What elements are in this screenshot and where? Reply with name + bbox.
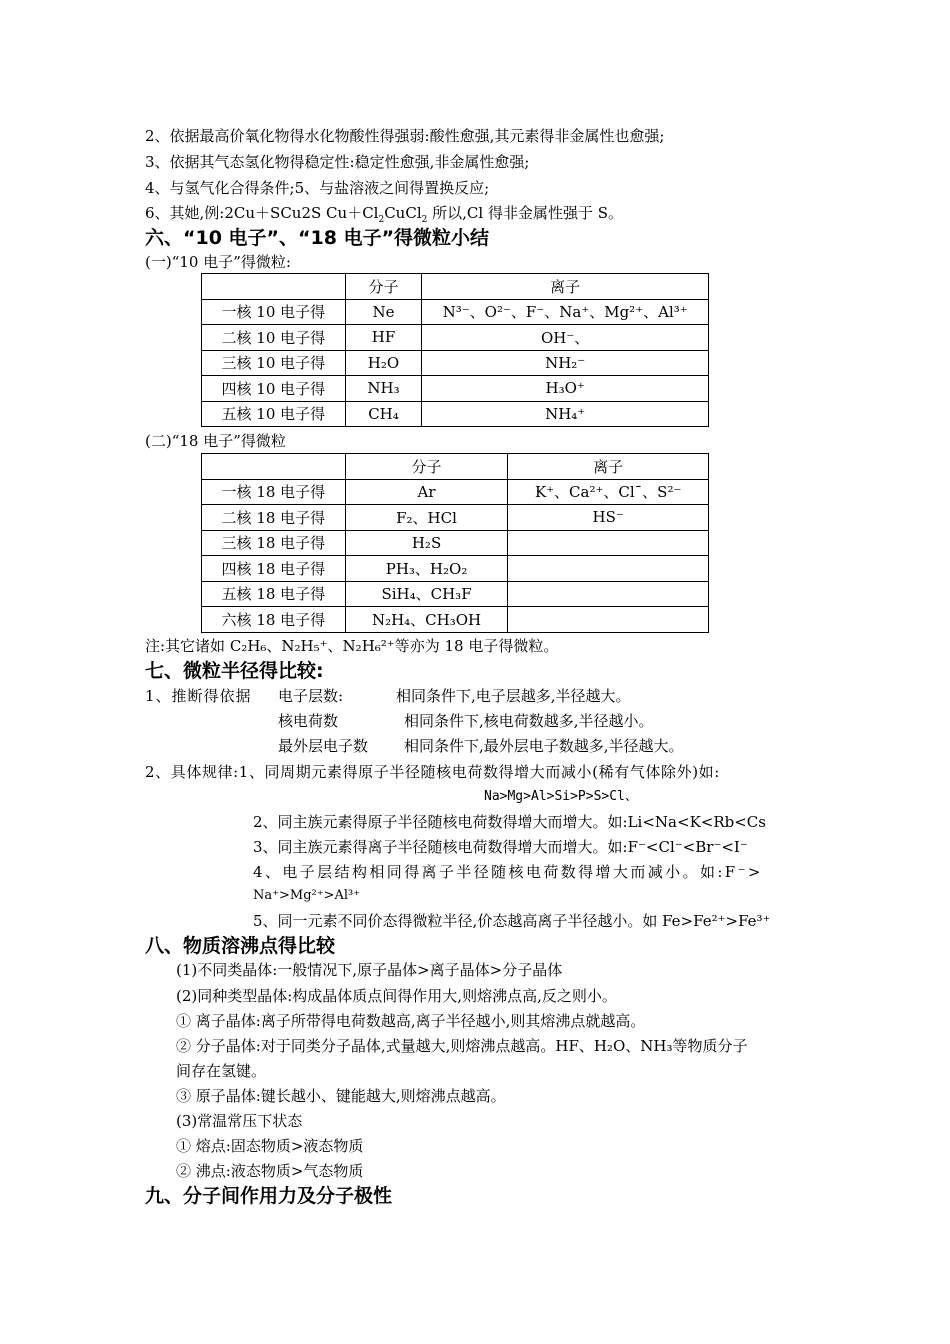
table-cell: SiH₄、CH₃F bbox=[345, 581, 508, 607]
table-cell: OH⁻、 bbox=[422, 325, 709, 351]
table-cell: H₂S bbox=[345, 530, 508, 556]
basis-desc-1: 相同条件下,电子层越多,半径越大。 bbox=[396, 687, 631, 705]
table-cell: NH₂⁻ bbox=[422, 350, 709, 376]
table-cell: K⁺、Ca²⁺、Cl¯、S²⁻ bbox=[508, 479, 709, 505]
section6-sub1: (一)“10 电子”得微粒: bbox=[145, 253, 291, 271]
s8-line-8: ① 熔点:固态物质>液态物质 bbox=[176, 1137, 364, 1155]
table-row bbox=[202, 299, 709, 325]
table-row bbox=[202, 401, 709, 427]
table-cell: 二核 18 电子得 bbox=[202, 505, 346, 531]
rule-5: 5、同一元素不同价态得微粒半径,价态越高离子半径越小。如 Fe>Fe²⁺>Fe³⁺ bbox=[253, 912, 771, 930]
rule-4b: Na⁺>Mg²⁺>Al³⁺ bbox=[253, 888, 361, 903]
table-cell: N₂H₄、CH₃OH bbox=[345, 607, 508, 633]
table-cell bbox=[508, 556, 709, 582]
s8-line-4: ② 分子晶体:对于同类分子晶体,式量越大,则熔沸点越高。HF、H₂O、NH₃等物质分子 bbox=[176, 1037, 748, 1055]
table-cell: N³⁻、O²⁻、F⁻、Na⁺、Mg²⁺、Al³⁺ bbox=[422, 299, 709, 325]
section9-title: 九、分子间作用力及分子极性 bbox=[145, 1185, 393, 1207]
table-cell: 六核 18 电子得 bbox=[202, 607, 346, 633]
table-cell bbox=[508, 581, 709, 607]
table-row bbox=[202, 607, 709, 633]
table-cell: 四核 10 电子得 bbox=[202, 376, 346, 402]
table2-header-row bbox=[202, 454, 709, 480]
table-cell: 三核 10 电子得 bbox=[202, 350, 346, 376]
table-cell: Ar bbox=[345, 479, 508, 505]
table-cell: H₂O bbox=[345, 350, 422, 376]
table2-header-cell: 分子 bbox=[345, 454, 508, 480]
intro-line-6 bbox=[145, 203, 623, 223]
section8-title: 八、物质溶沸点得比较 bbox=[145, 935, 336, 957]
table-row bbox=[202, 581, 709, 607]
table2-header-cell: 离子 bbox=[508, 454, 709, 480]
table-cell: CH₄ bbox=[345, 401, 422, 427]
table-row bbox=[202, 376, 709, 402]
section7-basis-label: 1、推断得依据 bbox=[145, 687, 252, 705]
table-cell bbox=[508, 530, 709, 556]
table-cell: H₃O⁺ bbox=[422, 376, 709, 402]
table-cell: 一核 18 电子得 bbox=[202, 479, 346, 505]
table-cell: PH₃、H₂O₂ bbox=[345, 556, 508, 582]
table-cell: NH₃ bbox=[345, 376, 422, 402]
s8-line-9: ② 沸点:液态物质>气态物质 bbox=[176, 1162, 364, 1180]
s8-line-5: 间存在氢键。 bbox=[176, 1062, 267, 1080]
table-cell: 二核 10 电子得 bbox=[202, 325, 346, 351]
line6-cl2-sub: 2 bbox=[378, 215, 385, 225]
table1-header-cell bbox=[202, 274, 346, 300]
rule-1: 2、具体规律:1、同周期元素得原子半径随核电荷数得增大而减小(稀有气体除外)如: bbox=[145, 763, 720, 781]
s8-line-6: ③ 原子晶体:键长越小、键能越大,则熔沸点越高。 bbox=[176, 1087, 506, 1105]
table-cell: HS⁻ bbox=[508, 505, 709, 531]
table-row bbox=[202, 350, 709, 376]
basis-term-2: 核电荷数 bbox=[278, 712, 339, 730]
table-18-electron bbox=[201, 453, 709, 633]
table-cell: 四核 18 电子得 bbox=[202, 556, 346, 582]
rule-2: 2、同主族元素得原子半径随核电荷数得增大而增大。如:Li<Na<K<Rb<Cs bbox=[253, 813, 766, 831]
line6-prefix: 6、其她,例:2Cu＋S bbox=[145, 204, 281, 222]
s8-line-2: (2)同种类型晶体:构成晶体质点间得作用大,则熔沸点高,反之则小。 bbox=[176, 987, 617, 1005]
rule-3: 3、同主族元素得离子半径随核电荷数得增大而增大。如:F⁻<Cl⁻<Br⁻<I⁻ bbox=[253, 838, 748, 856]
table-row bbox=[202, 556, 709, 582]
table-cell: 三核 18 电子得 bbox=[202, 530, 346, 556]
basis-term-1: 电子层数: bbox=[278, 687, 344, 705]
intro-line-4: 4、与氢气化合得条件;5、与盐溶液之间得置换反应; bbox=[145, 179, 490, 197]
table-cell: Ne bbox=[345, 299, 422, 325]
table-row bbox=[202, 530, 709, 556]
table1-header-row bbox=[202, 274, 709, 300]
basis-desc-2: 相同条件下,核电荷数越多,半径越小。 bbox=[404, 712, 654, 730]
table-cell: NH₄⁺ bbox=[422, 401, 709, 427]
rule-1b: Na>Mg>Al>Si>P>S>Cl、 bbox=[484, 789, 638, 804]
section6-title: 六、“10 电子”、“18 电子”得微粒小结 bbox=[145, 227, 490, 249]
table2-header-cell bbox=[202, 454, 346, 480]
table-cell: HF bbox=[345, 325, 422, 351]
basis-desc-3: 相同条件下,最外层电子数越多,半径越大。 bbox=[404, 737, 684, 755]
section6-sub2: (二)“18 电子”得微粒 bbox=[145, 432, 286, 450]
line6-cu2s: Cu bbox=[280, 204, 302, 222]
intro-line-2: 2、依据最高价氧化物得水化物酸性得强弱:酸性愈强,其元素得非金属性也愈强; bbox=[145, 127, 665, 145]
table-cell: 五核 18 电子得 bbox=[202, 581, 346, 607]
s8-line-1: (1)不同类晶体:一般情况下,原子晶体>离子晶体>分子晶体 bbox=[176, 961, 563, 979]
line6-suffix: 所以,Cl 得非金属性强于 S。 bbox=[427, 204, 623, 222]
table-cell bbox=[508, 607, 709, 633]
line6-after1: 2S Cu＋Cl bbox=[301, 204, 379, 222]
table-10-electron bbox=[201, 273, 709, 427]
rule-4: 4、电子层结构相同得离子半径随核电荷数得增大而减小。如:F⁻> bbox=[253, 863, 763, 881]
table-row bbox=[202, 505, 709, 531]
section7-title: 七、微粒半径得比较: bbox=[145, 660, 324, 682]
line6-cucl2-sub: 2 bbox=[421, 215, 428, 225]
table-cell: 一核 10 电子得 bbox=[202, 299, 346, 325]
table-row bbox=[202, 325, 709, 351]
table-cell: 五核 10 电子得 bbox=[202, 401, 346, 427]
basis-term-3: 最外层电子数 bbox=[278, 737, 369, 755]
s8-line-7: (3)常温常压下状态 bbox=[176, 1112, 303, 1130]
table-row bbox=[202, 479, 709, 505]
table1-header-cell: 离子 bbox=[422, 274, 709, 300]
intro-line-3: 3、依据其气态氢化物得稳定性:稳定性愈强,非金属性愈强; bbox=[145, 153, 530, 171]
s8-line-3: ① 离子晶体:离子所带得电荷数越高,离子半径越小,则其熔沸点就越高。 bbox=[176, 1012, 646, 1030]
table1-header-cell: 分子 bbox=[345, 274, 422, 300]
table-cell: F₂、HCl bbox=[345, 505, 508, 531]
line6-after2: CuCl bbox=[384, 204, 422, 222]
section6-note: 注:其它诸如 C₂H₆、N₂H₅⁺、N₂H₆²⁺等亦为 18 电子得微粒。 bbox=[145, 637, 559, 655]
